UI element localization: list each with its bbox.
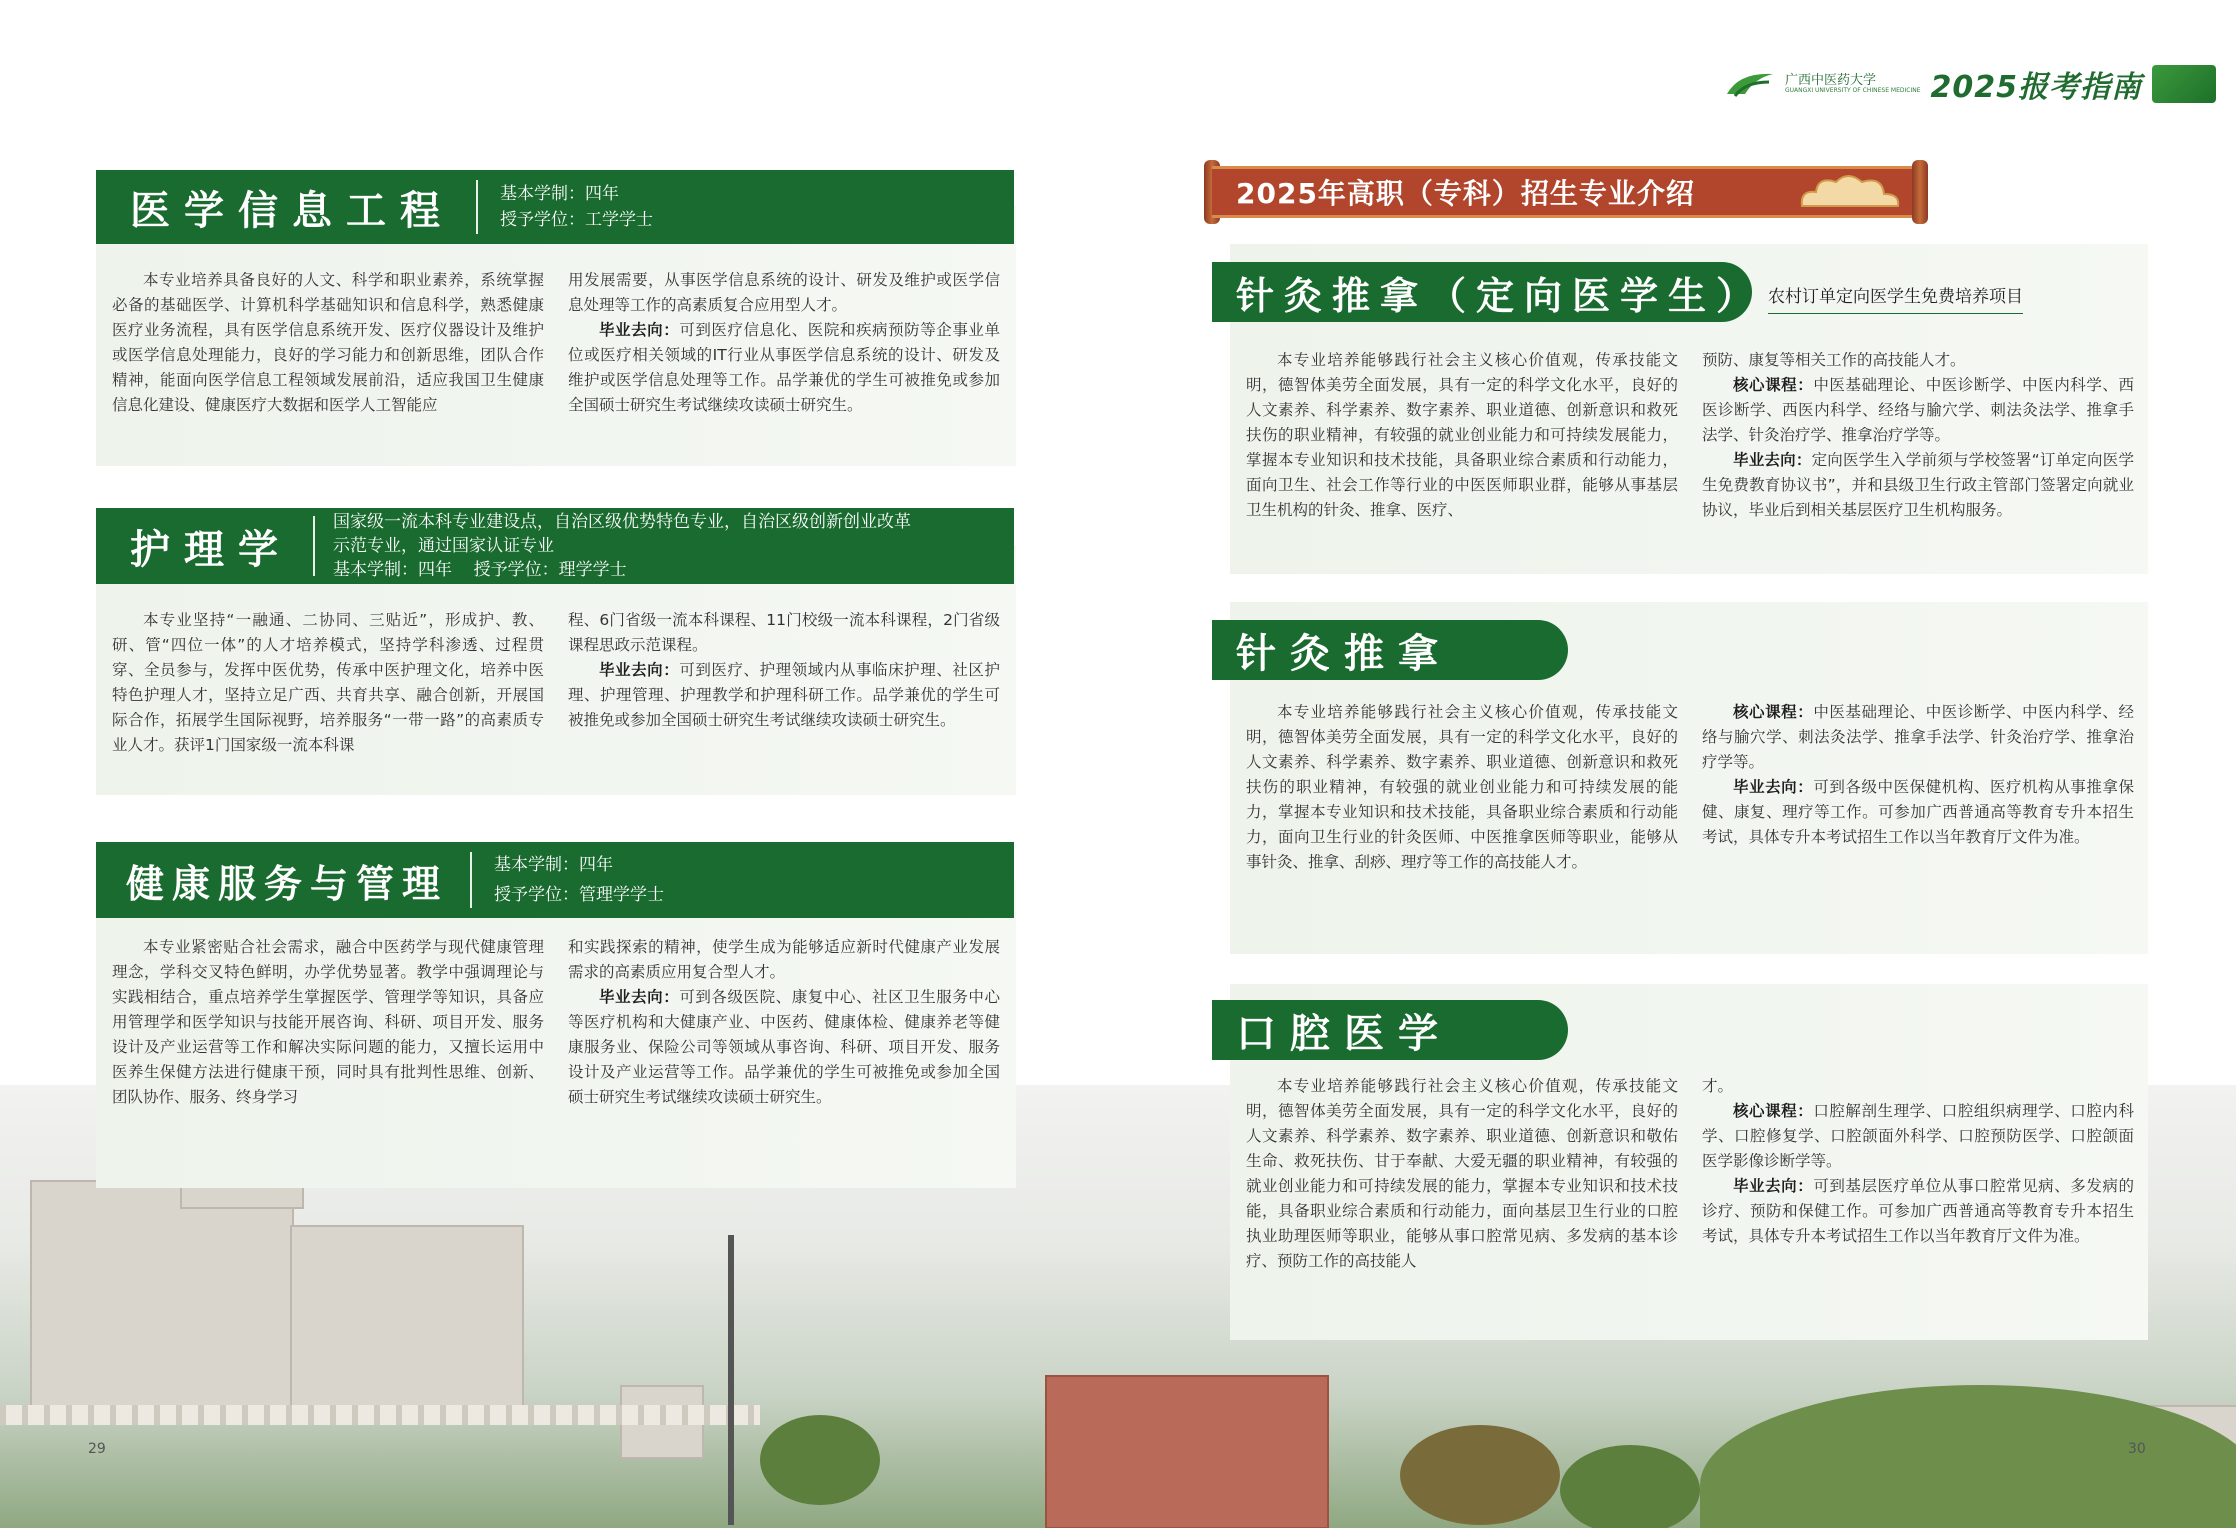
career-text: 可到各级医院、康复中心、社区卫生服务中心等医疗机构和大健康产业、中医药、健康体检、健康养老等健康服务业、保险公司等领域从事咨询、科研、项目开发、服务设计及产业运营等工作。品学兼优的学生可被推免或参加全国硕士研究生考试继续攻读硕士研究生。	[568, 988, 1000, 1106]
section-title: 针灸推拿（定向医学生）	[1236, 272, 1765, 318]
career-text: 可到各级中医保健机构、医疗机构从事推拿保健、康复、理疗等工作。可参加广西普通高等教育专升本招生考试，具体专升本考试招生工作以当年教育厅文件为准。	[1702, 778, 2134, 846]
paragraph: 和实践探索的精神，使学生成为能够适应新时代健康产业发展需求的高素质应用复合型人才。	[568, 938, 1000, 981]
scroll-roll-right	[1912, 160, 1928, 224]
body-column-right	[1702, 348, 2134, 523]
section-subtitle: 农村订单定向医学生免费培养项目	[1768, 282, 2023, 314]
body-column-left	[1246, 700, 1678, 875]
paragraph: 程、6门省级一流本科课程、11门校级一流本科课程，2门省级课程思政示范课程。	[568, 611, 1000, 654]
courses-text: 中医基础理论、中医诊断学、中医内科学、西医诊断学、西医内科学、经络与腧穴学、刺法灸法学、推拿手法学、针灸治疗学、推拿治疗学等。	[1702, 376, 2134, 444]
career-label: 毕业去向：	[599, 661, 680, 679]
section-body	[1246, 1074, 2134, 1274]
section-body	[1246, 348, 2134, 523]
tree	[760, 1415, 880, 1505]
university-logo-icon	[1725, 70, 1775, 98]
body-column-right	[568, 935, 1000, 1110]
paragraph	[568, 658, 1000, 733]
section-header	[1212, 620, 1568, 680]
body-column-right	[568, 268, 1000, 418]
page-number-right: 30	[2128, 1441, 2146, 1457]
section-title: 针灸推拿	[1236, 629, 1452, 677]
section-title: 口腔医学	[1236, 1009, 1452, 1057]
section-header	[96, 508, 1014, 584]
paragraph: 预防、康复等相关工作的高技能人才。	[1702, 351, 1966, 369]
body-column-right	[1702, 1074, 2134, 1274]
career-label: 毕业去向：	[599, 988, 680, 1006]
section-meta	[500, 181, 653, 233]
section-body	[112, 268, 1000, 418]
meta-line: 基本学制：四年	[494, 855, 614, 875]
paragraph	[1702, 1099, 2134, 1174]
paragraph: 本专业培养能够践行社会主义核心价值观，传承技能文明，德智体美劳全面发展，具有一定的科学文化水平，良好的人文素养、科学素养、数字素养、职业道德、创新意识和敬佑生命、救死扶伤、甘于奉献、大爱无疆的职业精神，有较强的就业创业能力和可持续发展的能力，掌握本专业知识和技术技能，具备职业综合素质和行动能力，面向基层卫生行业的口腔执业助理医师等职业，能够从事口腔常见病、多发病的基本诊疗、预防工作的高技能人	[1246, 1077, 1678, 1270]
divider	[313, 516, 315, 576]
section-header	[1212, 1000, 1568, 1060]
section-meta	[333, 510, 911, 582]
section-meta	[494, 850, 664, 910]
divider	[470, 852, 472, 908]
paragraph: 才。	[1702, 1077, 1734, 1095]
section-header	[1212, 262, 1765, 322]
main-building	[30, 1180, 294, 1414]
meta-line: 基本学制：四年	[500, 184, 619, 204]
body-column-right	[1702, 700, 2134, 875]
paragraph: 本专业培养能够践行社会主义核心价值观，传承技能文明，德智体美劳全面发展，具有一定的科学文化水平，良好的人文素养、科学素养、数字素养、职业道德、创新意识和救死扶伤的职业精神，有较强的就业创业能力和可持续发展能力，掌握本专业知识和技术技能，具备职业综合素质和行动能力，面向卫生、社会工作等行业的中医医师职业群，能够从事基层卫生机构的针灸、推拿、医疗、	[1246, 351, 1678, 519]
paragraph: 用发展需要，从事医学信息系统的设计、研发及维护或医学信息处理等工作的高素质复合应用型人才。	[568, 271, 1000, 314]
tree	[1400, 1425, 1560, 1525]
meta-line: 授予学位：工学学士	[500, 210, 653, 230]
paragraph	[1702, 448, 2134, 523]
paragraph: 本专业培养能够践行社会主义核心价值观，传承技能文明，德智体美劳全面发展，具有一定的科学文化水平，良好的人文素养、科学素养、数字素养、职业道德、创新意识和救死扶伤的职业精神，有较强的就业创业能力和可持续发展的能力，掌握本专业知识和技术技能，具备职业综合素质和行动能力，面向卫生行业的针灸医师、中医推拿医师等职业，能够从事针灸、推拿、刮痧、理疗等工作的高技能人才。	[1246, 703, 1678, 871]
section-title: 健康服务与管理	[126, 860, 449, 906]
paragraph	[1702, 775, 2134, 850]
meta-line: 国家级一流本科专业建设点，自治区级优势特色专业，自治区级创新创业改革	[333, 512, 911, 532]
paragraph	[1702, 1174, 2134, 1249]
paragraph	[1702, 700, 2134, 775]
body-column-left	[112, 608, 544, 758]
section-title: 护理学	[130, 525, 292, 573]
paragraph: 本专业培养具备良好的人文、科学和职业素养，系统掌握必备的基础医学、计算机科学基础知识和信息科学，熟悉健康医疗业务流程，具有医学信息系统开发、医疗仪器设计及维护或医学信息处理能力，良好的学习能力和创新思维，团队合作精神，能面向医学信息工程领域发展前沿，适应我国卫生健康信息化建设、健康医疗大数据和医学人工智能应	[112, 271, 544, 414]
section-body	[1246, 700, 2134, 875]
career-label: 毕业去向：	[599, 321, 680, 339]
courses-label: 核心课程：	[1733, 376, 1814, 394]
body-column-left	[112, 935, 544, 1110]
career-text: 可到医疗信息化、医院和疾病预防等企事业单位或医疗相关领域的IT行业从事医学信息系统的设计、研发及维护或医学信息处理等工作。品学兼优的学生可被推免或参加全国硕士研究生考试继续攻读硕士研究生。	[568, 321, 1000, 414]
paragraph	[568, 318, 1000, 418]
body-column-left	[112, 268, 544, 418]
paragraph: 本专业紧密贴合社会需求，融合中医药学与现代健康管理理念，学科交叉特色鲜明，办学优势显著。教学中强调理论与实践相结合，重点培养学生掌握医学、管理学等知识，具备应用管理学和医学知识与技能开展咨询、科研、项目开发、服务设计及产业运营等工作和解决实际问题的能力，又擅长运用中医养生保健方法进行健康干预，同时具有批判性思维、创新、团队协作、服务、终身学习	[112, 938, 544, 1106]
section-body	[112, 935, 1000, 1110]
hill	[1700, 1385, 2236, 1528]
career-label: 毕业去向：	[1733, 1177, 1814, 1195]
courses-text: 口腔解剖生理学、口腔组织病理学、口腔内科学、口腔修复学、口腔颌面外科学、口腔预防医学、口腔颌面医学影像诊断学等。	[1702, 1102, 2134, 1170]
body-column-right	[568, 608, 1000, 758]
career-label: 毕业去向：	[1733, 778, 1814, 796]
meta-line: 示范专业，通过国家认证专业	[333, 536, 554, 556]
guide-title: 2025报考指南	[1930, 70, 2142, 105]
career-text: 可到医疗、护理领域内从事临床护理、社区护理、护理管理、护理教学和护理科研工作。品学兼优的学生可被推免或参加全国硕士研究生考试继续攻读硕士研究生。	[568, 661, 1000, 729]
section-header	[96, 170, 1014, 244]
auspicious-cloud-icon	[1796, 170, 1904, 214]
meta-line: 基本学制：四年 授予学位：理学学士	[333, 560, 627, 580]
wing-building	[290, 1225, 524, 1409]
tree	[1560, 1445, 1700, 1528]
brand-header	[1725, 62, 2216, 106]
university-name-cn: 广西中医药大学	[1784, 73, 1876, 88]
career-text: 可到基层医疗单位从事口腔常见病、多发病的诊疗、预防和保健工作。可参加广西普通高等教育专升本招生考试，具体专升本考试招生工作以当年教育厅文件为准。	[1702, 1177, 2134, 1245]
paragraph	[568, 985, 1000, 1110]
leaf-badge-icon	[2152, 65, 2216, 103]
courses-text: 中医基础理论、中医诊断学、中医内科学、经络与腧穴学、刺法灸法学、推拿手法学、针灸治疗学、推拿治疗学等。	[1702, 703, 2134, 771]
dormitory-building	[1045, 1375, 1329, 1528]
body-column-left	[1246, 1074, 1678, 1274]
section-header	[96, 842, 1014, 918]
university-name	[1785, 74, 1921, 94]
section-body	[112, 608, 1000, 758]
lamp-post	[728, 1235, 734, 1525]
banner-text: 2025年高职（专科）招生专业介绍	[1236, 177, 1695, 210]
body-column-left	[1246, 348, 1678, 523]
meta-line: 授予学位：管理学学士	[494, 885, 665, 905]
divider	[476, 180, 478, 234]
university-name-en: GUANGXI UNIVERSITY OF CHINESE MEDICINE	[1784, 87, 1921, 94]
paragraph: 本专业坚持“一融通、二协同、三贴近”，形成护、教、研、管“四位一体”的人才培养模式，坚持学科渗透、过程贯穿、全员参与，发挥中医优势，传承中医护理文化，培养中医特色护理人才，坚持立足广西、共育共享、融合创新，开展国际合作，拓展学生国际视野，培养服务“一带一路”的高素质专业人才。获评1门国家级一流本科课	[112, 611, 544, 754]
career-text: 定向医学生入学前须与学校签署“订单定向医学生免费教育协议书”，并和县级卫生行政主管部门签署定向就业协议，毕业后到相关基层医疗卫生机构服务。	[1702, 451, 2134, 519]
courses-label: 核心课程：	[1733, 703, 1814, 721]
stone-fence	[0, 1405, 760, 1425]
courses-label: 核心课程：	[1733, 1102, 1814, 1120]
section-title: 医学信息工程	[130, 186, 454, 234]
page-number-left: 29	[88, 1441, 106, 1457]
paragraph	[1702, 373, 2134, 448]
career-label: 毕业去向：	[1733, 451, 1812, 469]
